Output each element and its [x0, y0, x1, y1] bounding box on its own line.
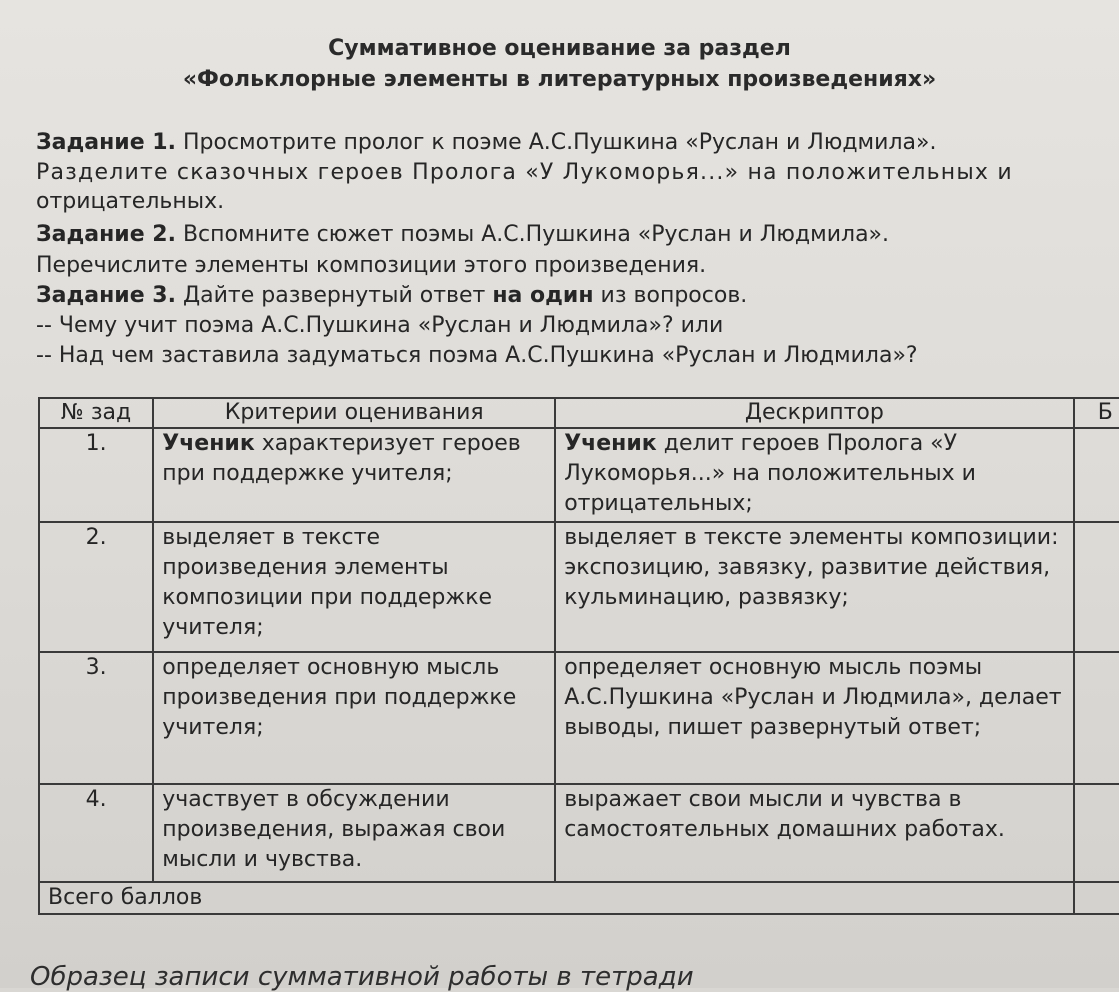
assessment-table [38, 397, 1119, 915]
task1-label: Задание 1. [36, 130, 176, 155]
descriptor-text: делит героев Пролога «У Лукоморья...» на положительных и отрицательных; [564, 431, 976, 516]
table-total-row [39, 882, 1119, 914]
task3-text-b: на один [492, 283, 593, 308]
task3-question2: -- Над чем заставила задуматься поэма А.С.Пушкина «Руслан и Людмила»? [36, 343, 918, 368]
task3-text-c: из вопросов. [594, 283, 748, 308]
row-descriptor: выражает свои мысли и чувства в самостоятельных домашних работах. [555, 784, 1073, 882]
row-descriptor: выделяет в тексте элементы композиции: экспозицию, завязку, развитие действия, кульминацию, развязку; [555, 522, 1073, 652]
table-header-row [39, 398, 1119, 428]
task3-label: Задание 3. [36, 283, 176, 308]
table-row [39, 522, 1119, 652]
task2-text: Вспомните сюжет поэмы А.С.Пушкина «Руслан и Людмила». [176, 222, 889, 247]
task1-line1 [36, 130, 936, 155]
total-label: Всего баллов [39, 882, 1074, 914]
table-row [39, 652, 1119, 784]
row-points [1074, 652, 1119, 784]
row-number: 2. [39, 522, 153, 652]
footer-caption: Образец записи суммативной работы в тетради [30, 962, 694, 992]
document-title-line2: «Фольклорные элементы в литературных произведениях» [0, 67, 1119, 92]
row-points [1074, 428, 1119, 522]
row-number: 1. [39, 428, 153, 522]
row-number: 4. [39, 784, 153, 882]
total-points [1074, 882, 1119, 914]
table-row [39, 428, 1119, 522]
task1-text: Просмотрите пролог к поэме А.С.Пушкина «Руслан и Людмила». [176, 130, 937, 155]
row-descriptor [555, 428, 1073, 522]
row-criteria: участвует в обсуждении произведения, выражая свои мысли и чувства. [153, 784, 555, 882]
task2-label: Задание 2. [36, 222, 176, 247]
task3-question1: -- Чему учит поэма А.С.Пушкина «Руслан и Людмила»? или [36, 313, 723, 338]
header-points: Б [1074, 398, 1119, 428]
task2-line2: Перечислите элементы композиции этого произведения. [36, 253, 706, 278]
header-descriptor: Дескриптор [555, 398, 1073, 428]
criteria-text: характеризует героев при поддержке учителя; [162, 431, 520, 486]
row-criteria: выделяет в тексте произведения элементы композиции при поддержке учителя; [153, 522, 555, 652]
task1-line3: отрицательных. [36, 189, 224, 214]
table-row [39, 784, 1119, 882]
row-criteria: определяет основную мысль произведения при поддержке учителя; [153, 652, 555, 784]
task1-line2: Разделите сказочных героев Пролога «У Лукоморья...» на положительных и [36, 160, 1013, 185]
criteria-bold: Ученик [162, 431, 255, 456]
header-criteria: Критерии оценивания [153, 398, 555, 428]
row-number: 3. [39, 652, 153, 784]
row-descriptor: определяет основную мысль поэмы А.С.Пушкина «Руслан и Людмила», делает выводы, пишет развернутый ответ; [555, 652, 1073, 784]
row-points [1074, 522, 1119, 652]
task2-line1 [36, 222, 889, 247]
row-points [1074, 784, 1119, 882]
descriptor-bold: Ученик [564, 431, 657, 456]
row-criteria [153, 428, 555, 522]
task3-line1 [36, 283, 747, 308]
document-title-line1: Суммативное оценивание за раздел [0, 36, 1119, 61]
header-task-number: № зад [39, 398, 153, 428]
task3-text-a: Дайте развернутый ответ [176, 283, 492, 308]
